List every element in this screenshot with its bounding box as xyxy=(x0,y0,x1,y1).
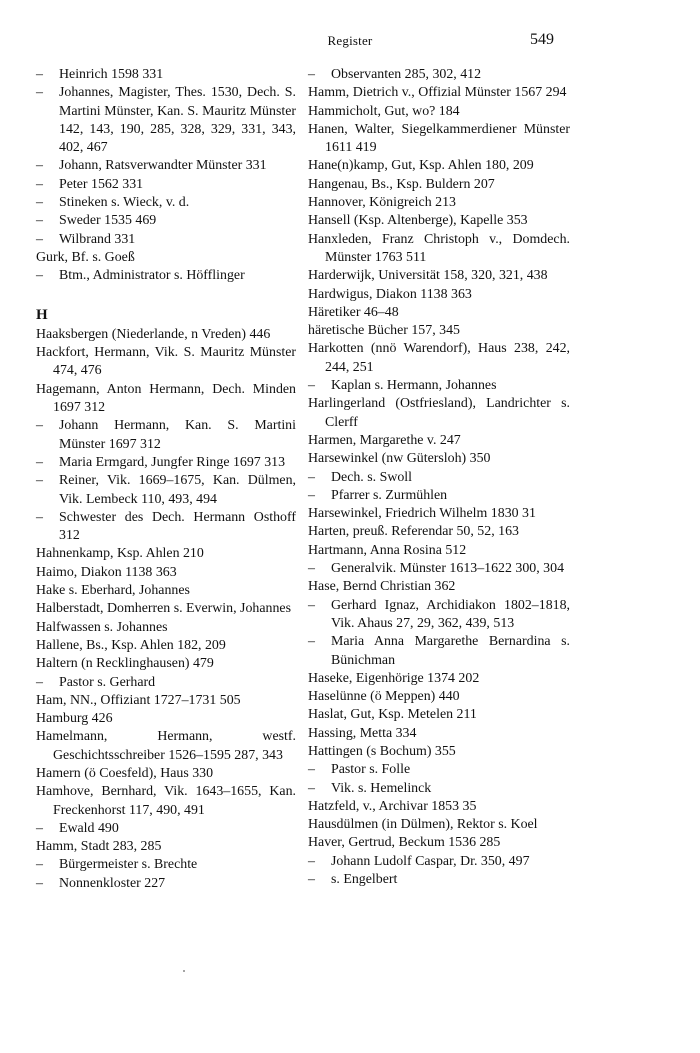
index-entry: Hagemann, Anton Hermann, Dech. Minden 1697 312 xyxy=(36,381,296,416)
index-subentry: – Dech. s. Swoll xyxy=(308,469,570,487)
index-entry: Hamm, Stadt 283, 285 xyxy=(36,839,162,855)
index-subentry: – Johann Hermann, Kan. S. Martini Münster 1697 312 xyxy=(36,417,296,454)
index-subentry: – Sweder 1535 469 xyxy=(36,212,296,230)
index-entry: Hanen, Walter, Siegelkammerdiener Münster 1611 419 xyxy=(308,121,570,156)
index-entry: Hackfort, Hermann, Vik. S. Mauritz Münster 474, 476 xyxy=(36,345,296,379)
index-subentry: – Pastor s. Folle xyxy=(308,761,570,779)
running-header: Register xyxy=(327,33,373,48)
index-column-right xyxy=(308,66,570,889)
index-entry: Haslat, Gut, Ksp. Metelen 211 xyxy=(308,707,477,723)
index-subentry: – Nonnenkloster 227 xyxy=(36,875,296,893)
index-entry: Hamburg 426 xyxy=(36,711,113,727)
index-entry: Hase, Bernd Christian 362 xyxy=(308,579,456,595)
index-subentry: – Johann, Ratsverwandter Münster 331 xyxy=(36,157,296,175)
index-entry: Haaksbergen (Niederlande, n Vreden) 446 xyxy=(36,326,271,342)
index-entry: Harten, preuß. Referendar 50, 52, 163 xyxy=(308,524,519,540)
index-entry: Hausdülmen (in Dülmen), Rektor s. Koel xyxy=(308,817,538,833)
index-entry: Hake s. Eberhard, Johannes xyxy=(36,583,190,599)
index-subentry: – Gerhard Ignaz, Archidiakon 1802–1818, Vik. Ahaus 27, 29, 362, 439, 513 xyxy=(308,597,570,634)
index-entry: Haseke, Eigenhörige 1374 202 xyxy=(308,670,480,686)
index-subentry: – Schwester des Dech. Hermann Osthoff 312 xyxy=(36,509,296,546)
index-subentry: – Bürgermeister s. Brechte xyxy=(36,856,296,874)
page-number: 549 xyxy=(530,31,554,48)
index-entry: Hatzfeld, v., Archivar 1853 35 xyxy=(308,798,477,814)
index-entry: Hanxleden, Franz Christoph v., Domdech. Münster 1763 511 xyxy=(308,231,570,265)
scan-speck xyxy=(183,970,185,972)
index-subentry: – Maria Ermgard, Jungfer Ringe 1697 313 xyxy=(36,454,296,472)
index-entry: Hannover, Königreich 213 xyxy=(308,195,456,211)
index-entry: Hansell (Ksp. Altenberge), Kapelle 353 xyxy=(308,213,528,229)
index-subentry: – Reiner, Vik. 1669–1675, Kan. Dülmen, Vik. Lembeck 110, 493, 494 xyxy=(36,472,296,509)
index-entry: Hane(n)kamp, Gut, Ksp. Ahlen 180, 209 xyxy=(308,158,534,174)
index-entry: Hassing, Metta 334 xyxy=(308,725,417,741)
index-entry: Harlingerland (Ostfriesland), Landrichter s. Clerff xyxy=(308,396,570,430)
index-entry: Harmen, Margarethe v. 247 xyxy=(308,432,461,448)
index-subentry: – Peter 1562 331 xyxy=(36,176,296,194)
index-subentry: – Kaplan s. Hermann, Johannes xyxy=(308,377,570,395)
index-subentry: – Observanten 285, 302, 412 xyxy=(308,66,570,84)
index-entry: Hahnenkamp, Ksp. Ahlen 210 xyxy=(36,546,204,562)
index-subentry: – Pastor s. Gerhard xyxy=(36,674,296,692)
index-entry: Halfwassen s. Johannes xyxy=(36,619,168,635)
index-subentry: – Wilbrand 331 xyxy=(36,231,296,249)
index-subentry: – Generalvik. Münster 1613–1622 300, 304 xyxy=(308,560,570,578)
index-subentry: – s. Engelbert xyxy=(308,871,570,889)
index-entry: Halberstadt, Domherren s. Everwin, Johannes xyxy=(36,601,291,617)
index-entry: Hamhove, Bernhard, Vik. 1643–1655, Kan. Freckenhorst 117, 490, 491 xyxy=(36,784,296,818)
index-entry: Haltern (n Recklinghausen) 479 xyxy=(36,656,214,672)
index-entry: Haimo, Diakon 1138 363 xyxy=(36,564,177,580)
index-entry: Gurk, Bf. s. Goeß xyxy=(36,249,135,265)
index-entry: Harkotten (nnö Warendorf), Haus 238, 242, 244, 251 xyxy=(308,341,570,375)
index-subentry: – Johannes, Magister, Thes. 1530, Dech. S. Martini Münster, Kan. S. Mauritz Münster 142, 143, 190, 285, 328, 329, 331, 343, 402, 467 xyxy=(36,84,296,157)
index-subentry: – Maria Anna Margarethe Bernardina s. Bünichman xyxy=(308,633,570,670)
index-entry: Hammicholt, Gut, wo? 184 xyxy=(308,103,460,119)
index-subentry: – Johann Ludolf Caspar, Dr. 350, 497 xyxy=(308,853,570,871)
index-entry: Hamern (ö Coesfeld), Haus 330 xyxy=(36,765,214,781)
index-entry: Haver, Gertrud, Beckum 1536 285 xyxy=(308,835,501,851)
index-entry: Hamelmann, Hermann, westf. Geschichtsschreiber 1526–1595 287, 343 xyxy=(36,729,296,763)
index-subentry: – Vik. s. Hemelinck xyxy=(308,780,570,798)
index-entry: Hardwigus, Diakon 1138 363 xyxy=(308,286,472,302)
index-subentry: – Ewald 490 xyxy=(36,820,296,838)
index-entry: Hartmann, Anna Rosina 512 xyxy=(308,542,467,558)
section-letter: H xyxy=(36,306,48,323)
index-entry: Haselünne (ö Meppen) 440 xyxy=(308,689,460,705)
index-entry: Ham, NN., Offiziant 1727–1731 505 xyxy=(36,692,241,708)
index-subentry: – Btm., Administrator s. Höfflinger xyxy=(36,267,296,285)
index-entry: Harsewinkel, Friedrich Wilhelm 1830 31 xyxy=(308,506,536,522)
index-subentry: – Pfarrer s. Zurmühlen xyxy=(308,487,570,505)
index-entry: Harderwijk, Universität 158, 320, 321, 438 xyxy=(308,268,548,284)
index-entry: Harsewinkel (nw Gütersloh) 350 xyxy=(308,451,491,467)
index-entry: Hangenau, Bs., Ksp. Buldern 207 xyxy=(308,176,495,192)
index-column-left xyxy=(36,66,296,893)
index-entry: Häretiker 46–48 xyxy=(308,304,399,320)
index-entry: häretische Bücher 157, 345 xyxy=(308,323,460,339)
index-subentry: – Heinrich 1598 331 xyxy=(36,66,296,84)
index-entry: Hallene, Bs., Ksp. Ahlen 182, 209 xyxy=(36,637,226,653)
index-entry: Hattingen (s Bochum) 355 xyxy=(308,743,456,759)
index-subentry: – Stineken s. Wieck, v. d. xyxy=(36,194,296,212)
index-entry: Hamm, Dietrich v., Offizial Münster 1567 294 xyxy=(308,85,567,101)
